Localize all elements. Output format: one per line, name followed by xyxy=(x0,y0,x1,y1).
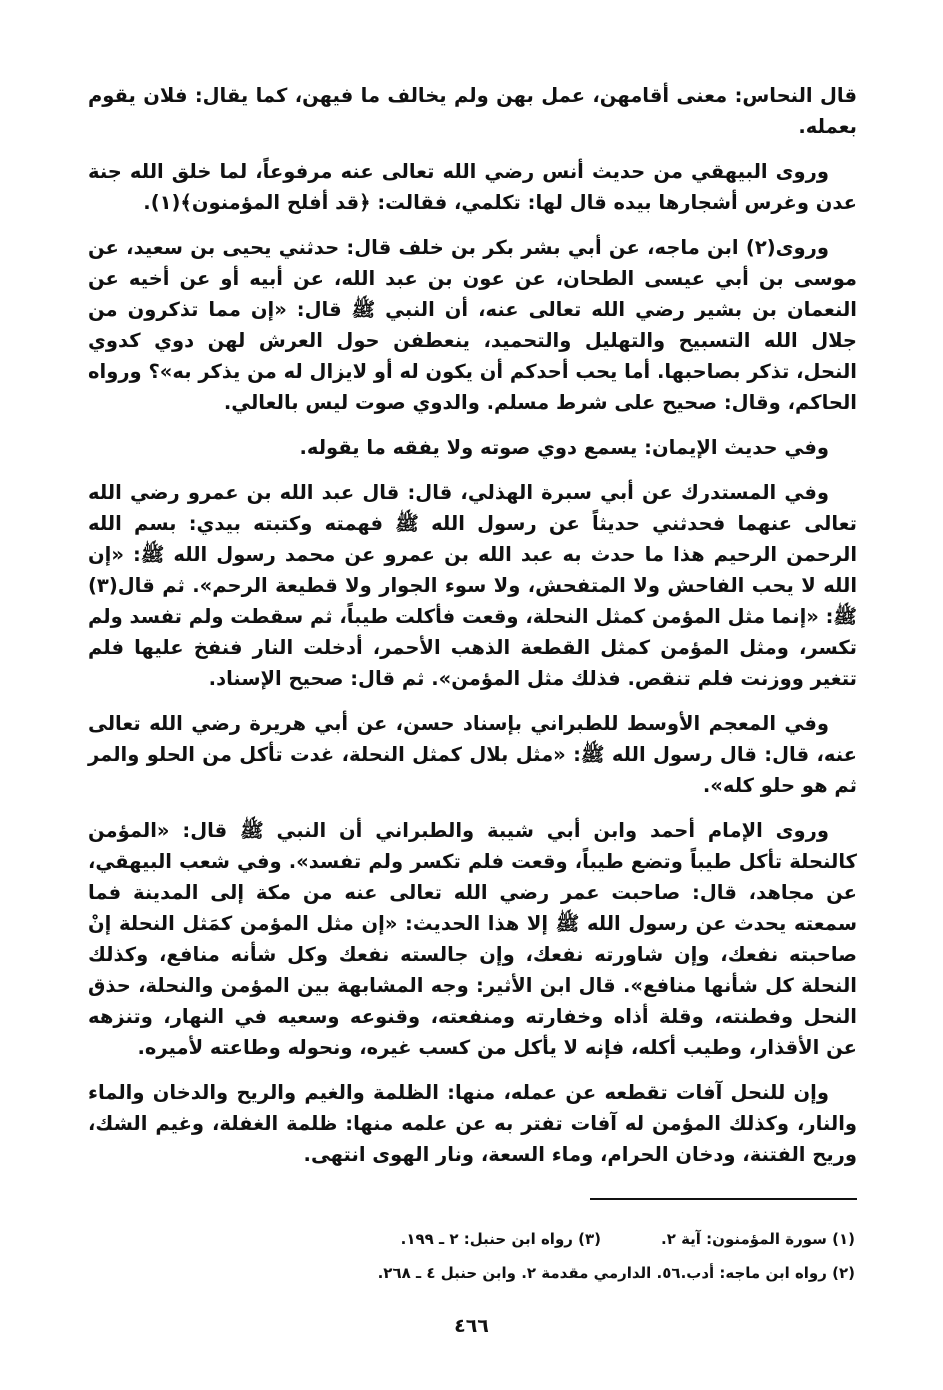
page-body xyxy=(88,80,857,1184)
paragraph-8: وإن للنحل آفات تقطعه عن عمله، منها: الظلمة والغيم والريح والدخان والماء والنار، وكذلك المؤمن له آفات تفتر به عن علمه منها: ظلمة الغفلة، وغيم الشك، وريح الفتنة، ودخان الحرام، وماء السعة، ونار الهوى انتهى. xyxy=(88,1081,857,1166)
paragraph-2: وروى البيهقي من حديث أنس رضي الله تعالى عنه مرفوعاً، لما خلق الله جنة عدن وغرس أشجارها بيده قال لها: تكلمي، فقالت: ﴿قد أفلح المؤمنون﴾(١). xyxy=(88,160,857,214)
footnote-1: (١) سورة المؤمنون: آية ٢. xyxy=(661,1230,855,1248)
paragraph-3: وروى(٢) ابن ماجه، عن أبي بشر بكر بن خلف قال: حدثني يحيى بن سعيد، عن موسى بن أبي عيسى الطحان، عن عون بن عبد الله، عن أبيه أو عن أخيه عن النعمان بن بشير رضي الله تعالى عنه، أن النبي ﷺ قال: «إن مما تذكرون من جلال الله التسبيح والتهليل والتحميد، ينعطفن حول العرش لهن دوي كدوي النحل، تذكر بصاحبها. أما يحب أحدكم أن يكون له أو لايزال له من يذكر به»؟ ورواه الحاكم، وقال: صحيح على شرط مسلم. والدوي صوت ليس بالعالي. xyxy=(88,236,857,414)
paragraph-5: وفي المستدرك عن أبي سبرة الهذلي، قال: قال عبد الله بن عمرو رضي الله تعالى عنهما فحدثني حديثاً عن رسول الله ﷺ فهمته وكتبته بيدي: بسم الله الرحمن الرحيم هذا ما حدث به عبد الله بن عمرو عن محمد رسول الله ﷺ: «إن الله لا يحب الفاحش ولا المتفحش، ولا سوء الجوار ولا قطيعة الرحم». ثم قال(٣) ﷺ: «إنما مثل المؤمن كمثل النحلة، وقعت فأكلت طيباً، ثم سقطت ولم تفسد ولم تكسر، ومثل المؤمن كمثل القطعة الذهب الأحمر، أدخلت النار فنفخ عليها فلم تتغير ووزنت فلم تنقص. فذلك مثل المؤمن». ثم قال: صحيح الإسناد. xyxy=(88,481,857,690)
paragraph-4: وفي حديث الإيمان: يسمع دوي صوته ولا يفقه ما يقوله. xyxy=(299,436,829,459)
footnote-divider xyxy=(590,1198,857,1200)
paragraph-1: قال النحاس: معنى أقامهن، عمل بهن ولم يخالف ما فيهن، كما يقال: فلان يقوم بعمله. xyxy=(88,84,857,138)
footnotes xyxy=(200,1222,855,1290)
paragraph-6: وفي المعجم الأوسط للطبراني بإسناد حسن، عن أبي هريرة رضي الله تعالى عنه، قال: قال رسول الله ﷺ: «مثل بلال كمثل النحلة، غدت تأكل من الحلو والمر ثم هو حلو كله». xyxy=(88,712,857,797)
page-number: ٤٦٦ xyxy=(454,1315,489,1337)
paragraph-7: وروى الإمام أحمد وابن أبي شيبة والطبراني أن النبي ﷺ قال: «المؤمن كالنحلة تأكل طيباً وتضع طيباً، وقعت فلم تكسر ولم تفسد». وفي شعب البيهقي، عن مجاهد، قال: صاحبت عمر رضي الله تعالى عنه من مكة إلى المدينة فما سمعته يحدث عن رسول الله ﷺ إلا هذا الحديث: «إن مثل المؤمن كمَثل النحلة إنْ صاحبته نفعك، وإن شاورته نفعك، وإن جالسته نفعك وكل شأنه منافع، وكذلك النحلة كل شأنها منافع». قال ابن الأثير: وجه المشابهة بين المؤمن والنحلة، حذق النحل وفطنته، وقلة أذاه وخفارته ومنفعته، وقنوعه وسعيه في النهار، وتنزهه عن الأقذار، وطيب أكله، فإنه لا يأكل من كسب غيره، ونحوله وطاعته لأميره. xyxy=(88,819,857,1059)
footnote-2: (٢) رواه ابن ماجه: أدب.٥٦. الدارمي مقدمة ٢. وابن حنبل ٤ ـ ٢٦٨. xyxy=(377,1264,855,1282)
footnote-3: (٣) رواه ابن حنبل: ٢ ـ ١٩٩. xyxy=(400,1230,601,1248)
footnote-row-2 xyxy=(200,1256,855,1290)
footnote-row-1 xyxy=(200,1222,855,1256)
